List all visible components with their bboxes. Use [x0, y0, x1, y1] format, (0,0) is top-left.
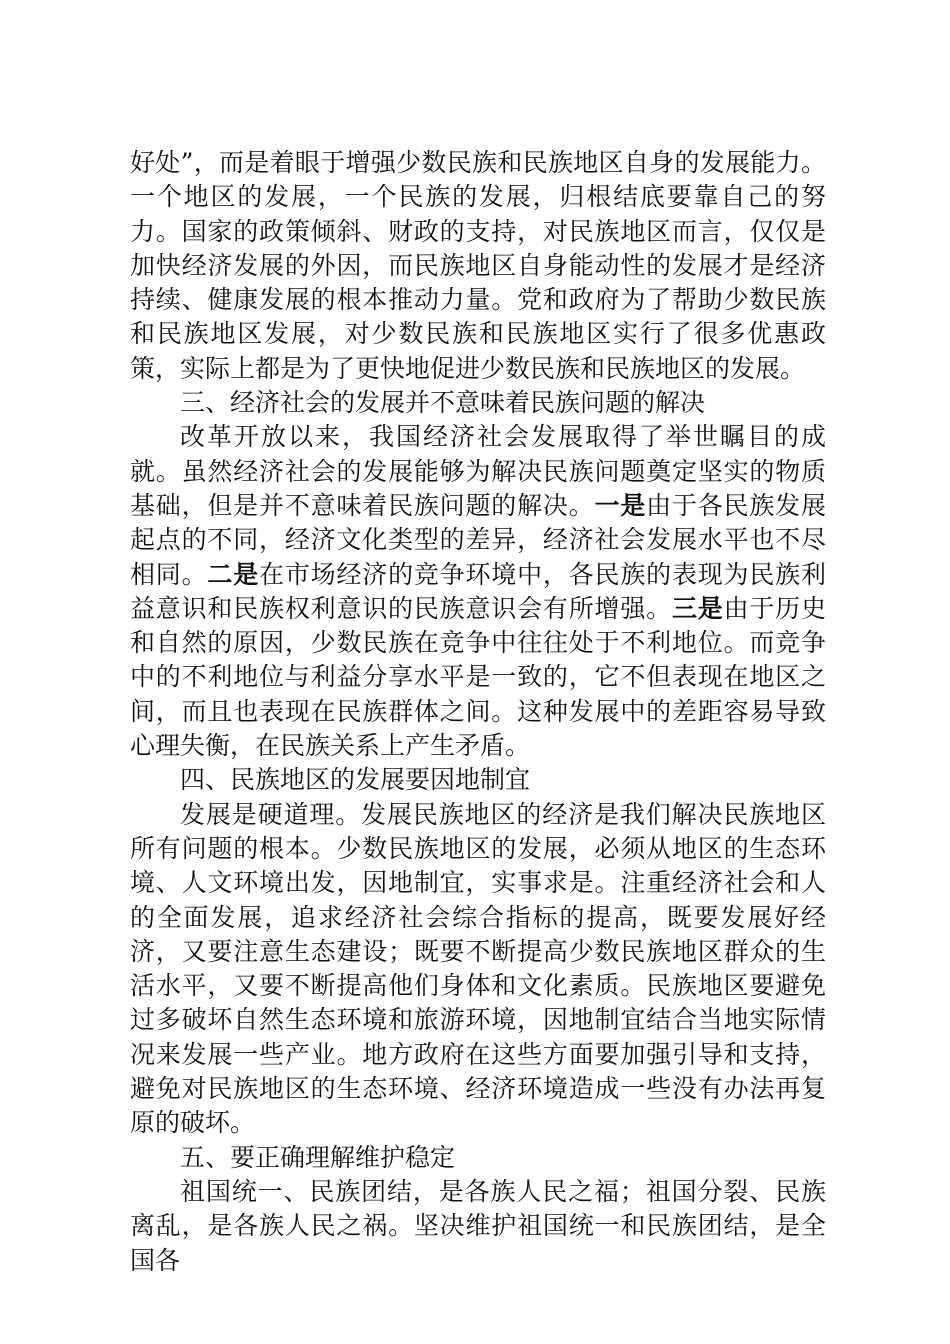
document-page: [130, 146, 826, 1278]
section-3-paragraph: [130, 420, 826, 763]
intro-paragraph: 好处”，而是着眼于增强少数民族和民族地区自身的发展能力。一个地区的发展，一个民族的发展，归根结底要靠自己的努力。国家的政策倾斜、财政的支持，对民族地区而言，仅仅是加快经济发展的外因，而民族地区自身能动性的发展才是经济持续、健康发展的根本推动力量。党和政府为了帮助少数民族和民族地区发展，对少数民族和民族地区实行了很多优惠政策，实际上都是为了更快地促进少数民族和民族地区的发展。: [130, 148, 826, 383]
ordinal-second: 二是: [207, 559, 260, 589]
ordinal-first: 一是: [594, 490, 647, 520]
section-4-heading: 四、民族地区的发展要因地制宜: [180, 765, 531, 795]
section-5-heading: 五、要正确理解维护稳定: [180, 1142, 456, 1172]
section-3-text-first: 由于各民族发展起点的不同，经济文化类型的差异，经济社会发展水平也不尽相同。: [130, 490, 826, 589]
section-3-text-start: 改革开放以来，我国经济社会发展取得了举世瞩目的成就。虽然经济社会的发展能够为解决民族问题奠定坚实的物质基础，但是并不意味着民族问题的解决。: [130, 422, 826, 520]
ordinal-third: 三是: [671, 593, 724, 623]
section-3-text-second: 在市场经济的竞争环境中，各民族的表现为民族利益意识和民族权利意识的民族意识会有所增强。: [130, 559, 826, 623]
section-3-text-third: 由于历史和自然的原因，少数民族在竞争中往往处于不利地位。而竞争中的不利地位与利益分享水平是一致的，它不但表现在地区之间，而且也表现在民族群体之间。这种发展中的差距容易导致心理失衡，在民族关系上产生矛盾。: [130, 593, 826, 761]
section-5-paragraph: 祖国统一、民族团结，是各族人民之福；祖国分裂、民族离乱，是各族人民之祸。坚决维护祖国统一和民族团结，是全国各: [130, 1176, 826, 1275]
section-4-paragraph: 发展是硬道理。发展民族地区的经济是我们解决民族地区所有问题的根本。少数民族地区的发展，必须从地区的生态环境、人文环境出发，因地制宜，实事求是。注重经济社会和人的全面发展，追求经济社会综合指标的提高，既要发展好经济，又要注意生态建设；既要不断提高少数民族地区群众的生活水平，又要不断提高他们身体和文化素质。民族地区要避免过多破坏自然生态环境和旅游环境，因地制宜结合当地实际情况来发展一些产业。地方政府在这些方面要加强引导和支持，避免对民族地区的生态环境、经济环境造成一些没有办法再复原的破坏。: [130, 799, 826, 1138]
section-3-heading: 三、经济社会的发展并不意味着民族问题的解决: [180, 388, 706, 418]
